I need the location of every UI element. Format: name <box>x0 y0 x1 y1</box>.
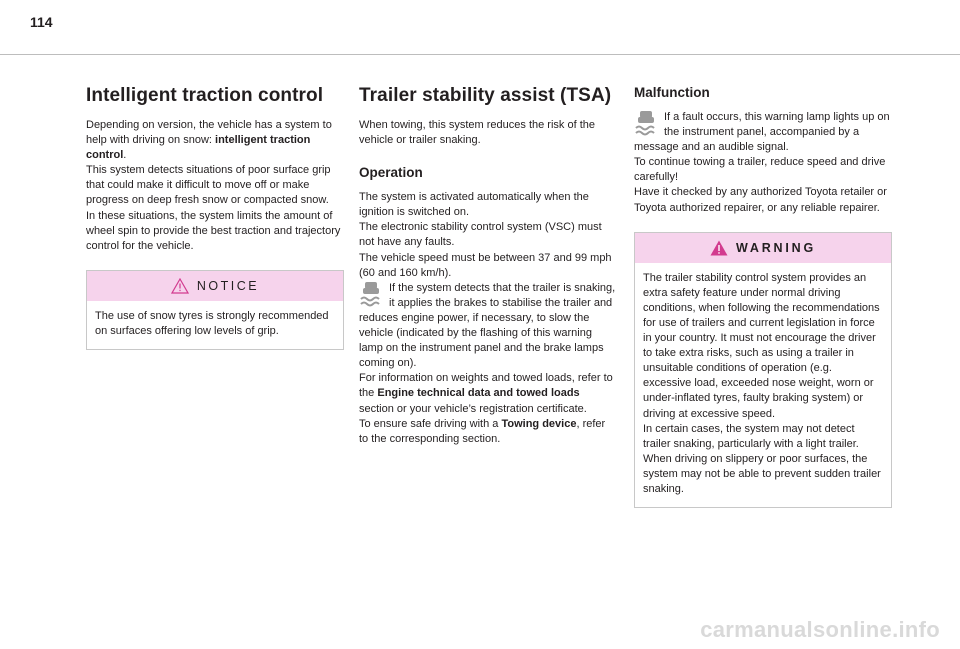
warning-label: WARNING <box>735 240 816 255</box>
paragraph-op4 <box>359 281 617 372</box>
notice-text: The use of snow tyres is strongly recommended on surfaces offering low levels of grip. <box>95 309 329 337</box>
trailer-snaking-warning-lamp-icon <box>359 281 383 307</box>
heading-operation: Operation <box>359 165 423 181</box>
trailer-snaking-warning-lamp-icon <box>634 110 658 136</box>
text: Depending on version, the vehicle has a system to help with driving on snow: <box>86 119 332 147</box>
paragraph-limits: In these situations, the system limits the amount of wheel spin to provide the best traction and trajectory control for the vehicle. <box>86 209 341 252</box>
text: If a fault occurs, this warning lamp lights up on the instrument panel, accompanied by a message and an audible signal. <box>634 111 890 154</box>
paragraph-op3: The vehicle speed must be between 37 and 99 mph (60 and 160 km/h). <box>359 251 612 279</box>
notice-box <box>86 270 344 350</box>
paragraph-op1: The system is activated automatically when the ignition is switched on. <box>359 191 589 219</box>
page-number: 114 <box>30 14 53 30</box>
bold-term: intelligent traction control <box>86 134 311 162</box>
text: To ensure safe driving with a <box>359 417 502 430</box>
paragraph-op2: The electronic stability control system (VSC) must not have any faults. <box>359 221 602 249</box>
bold-term: Towing device <box>501 417 577 430</box>
text: For information on weights and towed loads, refer to the <box>359 372 613 400</box>
paragraph-m2: To continue towing a trailer, reduce speed and drive carefully! <box>634 156 886 184</box>
warning-header <box>635 233 891 263</box>
warning-box <box>634 232 892 508</box>
bold-term: Engine technical data and towed loads <box>377 387 580 400</box>
column-tsa <box>359 84 617 447</box>
paragraph-op5 <box>359 371 617 416</box>
section-title-intelligent-traction: Intelligent traction control <box>86 85 324 106</box>
warning-text-1: The trailer stability control system provides an extra safety feature under normal driving conditions, when following the recommendations for use of trailers and current legislation in force in your country. It must not encourage the driver to take extra risks, such as using a trailer in unsuitable conditions of operation (e.g. excessive load, exceeded nose weight, worn or under-inflated tyres, faulty braking system) or driving at excessive speed. <box>643 271 880 420</box>
paragraph-detects: This system detects situations of poor surface grip that could make it difficult to move off or make progress on deep fresh snow or compacted snow. <box>86 164 331 207</box>
warning-text-2: In certain cases, the system may not detect trailer snaking, particularly with a light trailer. When driving on slippery or poor surfaces, the system may not be able to prevent sudden trailer snaking. <box>643 422 881 495</box>
text: , refer to the corresponding section. <box>359 417 606 445</box>
warning-triangle-icon <box>710 240 728 256</box>
column-intelligent-traction <box>86 84 344 350</box>
text: section or your vehicle’s registration certificate. <box>359 402 587 415</box>
text: If the system detects that the trailer is snaking, it applies the brakes to stabilise the trailer and reduces engine power, if necessary, to slow the vehicle (indicated by the flashing of this warning lamp on the instrument panel and the brake lamps coming on). <box>359 281 616 370</box>
paragraph-m3: Have it checked by any authorized Toyota retailer or Toyota authorized repairer, or any reliable repairer. <box>634 186 887 214</box>
section-title-tsa: Trailer stability assist (TSA) <box>359 85 612 106</box>
header-divider <box>0 54 960 55</box>
notice-triangle-icon <box>171 278 189 294</box>
paragraph-tsa-intro: When towing, this system reduces the risk of the vehicle or trailer snaking. <box>359 119 595 147</box>
paragraph-m1 <box>634 110 892 155</box>
paragraph-op6 <box>359 417 617 447</box>
paragraph-intro <box>86 118 344 163</box>
column-malfunction <box>634 84 892 508</box>
notice-label: NOTICE <box>196 278 260 293</box>
text: . <box>123 149 127 162</box>
notice-header <box>87 271 343 301</box>
heading-malfunction: Malfunction <box>634 85 710 100</box>
watermark: carmanualsonline.info <box>700 617 940 642</box>
